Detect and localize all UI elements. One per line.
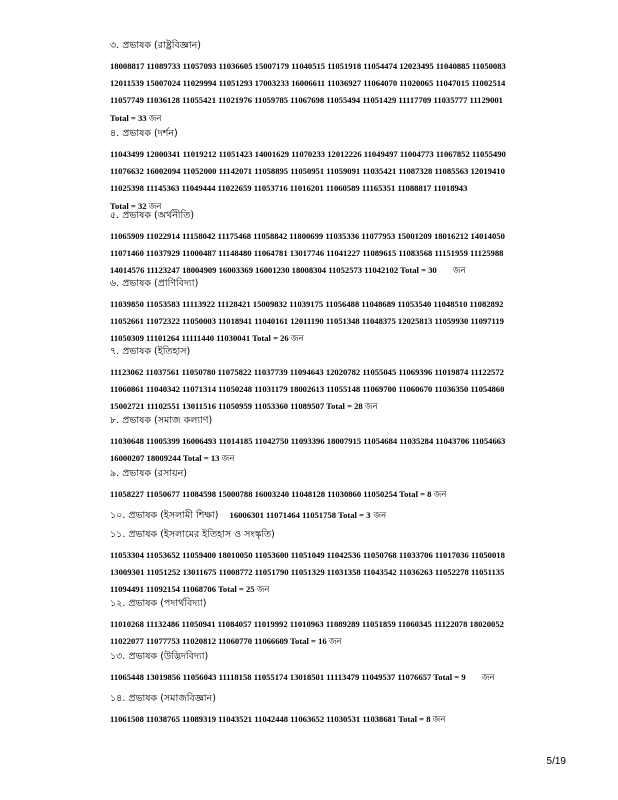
section-heading: ৭. প্রভাষক (ইতিহাস) <box>110 346 191 357</box>
roll-line <box>110 333 570 344</box>
roll-line: 11071460 11037929 11000487 11148480 11064781 13017746 11041227 11089615 11083568 11151959 11125988 <box>110 248 504 258</box>
jon-label: জন <box>328 637 342 647</box>
jon-label: জন <box>221 454 235 464</box>
roll-line-text: 15002721 11102551 13011516 11050959 11053360 11089507 Total = 28 <box>110 401 363 411</box>
jon-label: জন <box>373 511 387 521</box>
section-heading: ১৪. প্রভাষক (সমাজবিজ্ঞান) <box>110 693 216 704</box>
section-heading: ৪. প্রভাষক (দর্শন) <box>110 128 178 139</box>
roll-line <box>110 401 570 412</box>
section-islamic-studies <box>110 509 570 522</box>
section-heading: ৬. প্রভাষক (প্রাণিবিদ্যা) <box>110 278 199 289</box>
section-heading-text: ১০. প্রভাষক (ইসলামী শিক্ষা) <box>110 510 219 521</box>
roll-line: 11060861 11040342 11071314 11050248 11031179 18002613 11055148 11069700 11060670 11036350 11054860 <box>110 384 505 394</box>
roll-line <box>110 714 570 725</box>
roll-line: 11076632 16002094 11052000 11142071 11058895 11050951 11059091 11035421 11087328 11085563 12019410 <box>110 166 505 176</box>
roll-line: 11030648 11005399 16006493 11014185 11042750 11093396 18007915 11054684 11035284 11043706 11054663 <box>110 436 506 446</box>
roll-line <box>110 453 570 464</box>
roll-line: 13009301 11051252 13011675 11008772 11051790 11051329 11031358 11043542 11036263 11052278 11051135 <box>110 567 505 577</box>
roll-line-text: 16000207 18009244 Total = 13 <box>110 453 220 463</box>
section-social-welfare <box>110 415 570 464</box>
roll-line: 11039850 11053583 11113922 11128421 15009832 11039175 11056488 11048689 11053540 11048510 11082892 <box>110 299 504 309</box>
roll-line <box>110 584 570 595</box>
roll-line: 11052661 11072322 11050003 11018941 11040161 12011190 11051348 11048375 12025813 11059930 11097119 <box>110 316 504 326</box>
roll-line-text: 11065448 13019856 11056043 11118158 11055174 13018501 11113479 11049537 11076657 Total = 9 <box>110 672 466 682</box>
section-physics <box>110 598 570 647</box>
section-heading: ৫. প্রভাষক (অর্থনীতি) <box>110 210 195 221</box>
section-sociology <box>110 693 570 725</box>
section-chemistry <box>110 468 570 500</box>
section-heading: ৩. প্রভাষক (রাষ্ট্রবিজ্ঞান) <box>110 40 202 51</box>
total-line <box>110 113 570 124</box>
roll-line: 11010268 11132486 11050941 11084057 11019992 11010963 11089289 11051859 11060345 11122078 18020052 <box>110 619 504 629</box>
section-zoology <box>110 278 570 344</box>
roll-line-inline: 16006301 11071464 11051758 Total = 3 <box>229 510 371 520</box>
jon-label: জন <box>432 715 446 725</box>
page-number: 5/19 <box>546 756 566 767</box>
section-economics <box>110 210 570 276</box>
section-history <box>110 346 570 412</box>
jon-label: জন <box>364 402 378 412</box>
section-heading: ১৩. প্রভাষক (উদ্ভিদবিদ্যা) <box>110 651 209 662</box>
section-philosophy <box>110 128 570 212</box>
section-heading: ৯. প্রভাষক (রসায়ন) <box>110 468 187 479</box>
roll-line <box>110 636 570 647</box>
roll-line: 11043499 12000341 11019212 11051423 14001629 11070233 12012226 11049497 11004773 11067852 11055490 <box>110 149 506 159</box>
roll-line-text: 11058227 11050677 11084598 15000788 16003240 11048128 11030860 11050254 Total = 8 <box>110 489 432 499</box>
section-islamic-history-culture <box>110 529 570 595</box>
section-political-science <box>110 40 570 124</box>
section-heading: ১২. প্রভাষক (পদার্থবিদ্যা) <box>110 598 207 609</box>
roll-line: 11123062 11037561 11050780 11075822 11037739 11094643 12020782 11055045 11069396 11019874 11122572 <box>110 367 504 377</box>
section-heading: ৮. প্রভাষক (সমাজ কল্যাণ) <box>110 415 213 426</box>
roll-line: 12011539 15007024 11029994 11051293 17003233 16006611 11036927 11064070 11020065 11047015 11002514 <box>110 78 506 88</box>
jon-label: জন <box>256 585 270 595</box>
roll-line: 11057749 11036128 11055421 11021976 11059785 11067698 11055494 11051429 11117709 11035777 11129001 <box>110 95 503 105</box>
jon-label: জন <box>481 673 495 683</box>
roll-line <box>110 672 570 683</box>
roll-line: 11053304 11053652 11059400 18010050 11053600 11051049 11042536 11050768 11033706 11017036 11050018 <box>110 550 505 560</box>
jon-label: জন <box>290 334 304 344</box>
roll-line <box>110 489 570 500</box>
roll-line: 11025398 11145363 11049444 11022659 11053716 11016201 11060589 11165351 11088817 11018943 <box>110 183 468 193</box>
section-heading: ১১. প্রভাষক (ইসলামের ইতিহাস ও সংস্কৃতি) <box>110 529 275 540</box>
section-botany <box>110 651 570 683</box>
jon-label: জন <box>148 202 162 212</box>
jon-label: জন <box>148 114 162 124</box>
roll-line: 11065909 11022914 11158042 11175468 11058842 11800699 11035336 11077953 15001209 18016212 14014050 <box>110 231 505 241</box>
jon-label: জন <box>433 490 447 500</box>
total-label: Total = 33 <box>110 113 147 123</box>
section-heading <box>110 509 570 522</box>
roll-line <box>110 265 570 276</box>
roll-line: 18008817 11089733 11057093 11036605 15007179 11040515 11051918 11054474 12023495 11040885 11050083 <box>110 61 506 71</box>
roll-line-text: 11022077 11077753 11020812 11060770 11066609 Total = 16 <box>110 636 327 646</box>
total-label: Total = 32 <box>110 201 147 211</box>
roll-line-text: 11094491 11092154 11068706 Total = 25 <box>110 584 255 594</box>
jon-label: জন <box>452 266 466 276</box>
roll-line-text: 11061508 11038765 11089319 11043521 11042448 11063652 11030531 11038681 Total = 8 <box>110 714 431 724</box>
roll-line-text: 11050309 11101264 11111440 11030041 Total = 26 <box>110 333 289 343</box>
roll-line-text: 14014576 11123247 18004909 16003369 16001230 18008304 11052573 11042102 Total = 30 <box>110 265 437 275</box>
